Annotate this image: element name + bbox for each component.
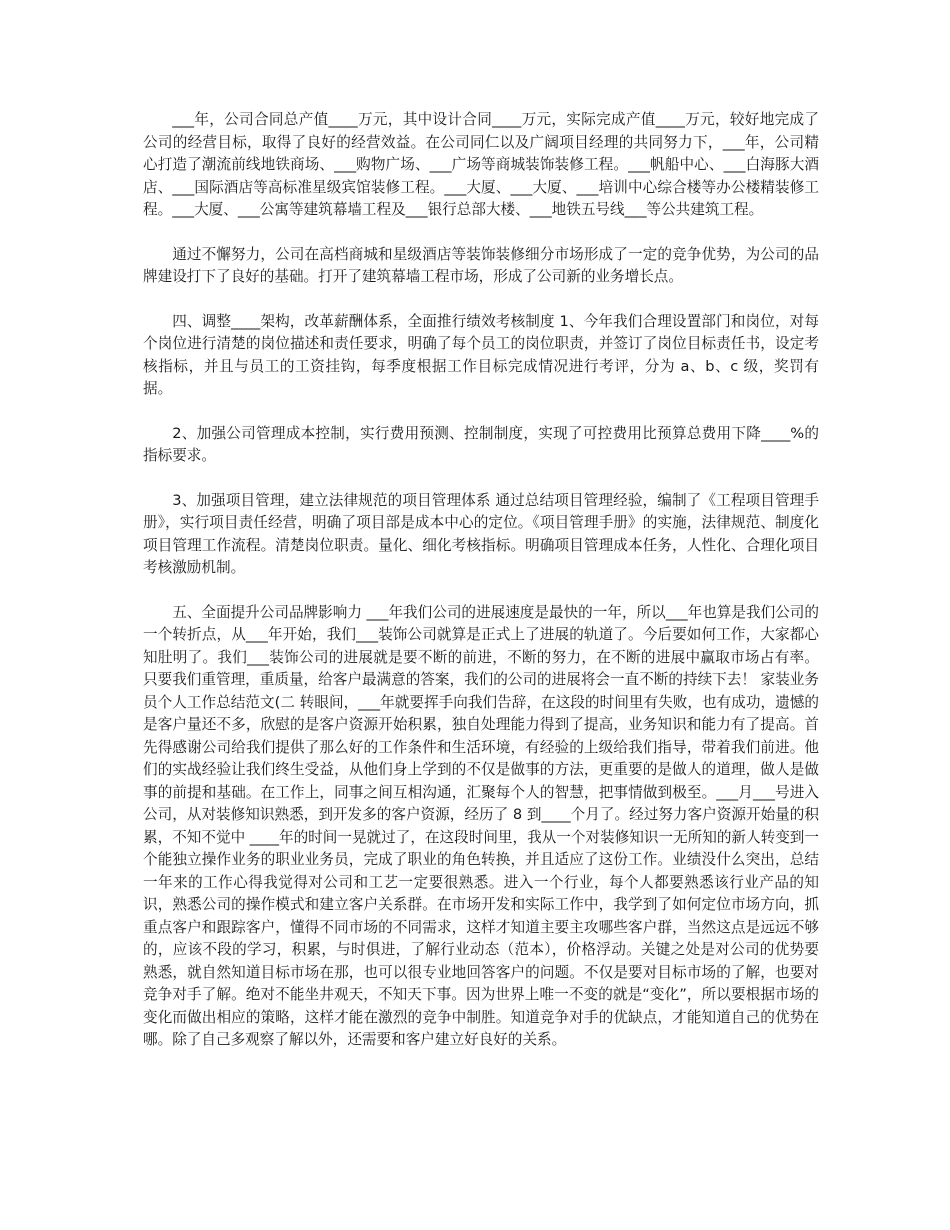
paragraph-section-four: 四、调整____架构，改革薪酬体系，全面推行绩效考核制度 1、今年我们合理设置部门和岗位，对每个岗位进行清楚的岗位描述和责任要求，明确了每个员工的岗位职责，并签订了岗位目标责任书，设定考核指标，并且与员工的工资挂钩，每季度根据工作目标完成情况进行考评，分为 a、b、c 级，奖罚有据。 [143, 312, 819, 397]
paragraph-competitive-advantage: 通过不懈努力，公司在高档商城和星级酒店等装饰装修细分市场形成了一定的竞争优势，为公司的品牌建设打下了良好的基础。打开了建筑幕墙工程市场，形成了公司新的业务增长点。 [143, 245, 819, 285]
paragraph-project-management: 3、加强项目管理，建立法律规范的项目管理体系 通过总结项目管理经验，编制了《工程项目管理手册》，实行项目责任经营，明确了项目部是成本中心的定位。《项目管理手册》的实施，法律规范、制度化项目管理工作流程。清楚岗位职责。量化、细化考核指标。明确项目管理成本任务，人性化、合理化项目考核激励机制。 [143, 491, 819, 576]
document-body [143, 109, 819, 1074]
paragraph-annual-output: ___年，公司合同总产值____万元，其中设计合同____万元，实际完成产值____万元，较好地完成了公司的经营目标，取得了良好的经营效益。在公司同仁以及广阔项目经理的共同努力下，___年，公司精心打造了潮流前线地铁商场、___购物广场、___广场等商城装饰装修工程。___帆船中心、___白海豚大酒店、___国际酒店等高标准星级宾馆装修工程。___大厦、___大厦、___培训中心综合楼等办公楼精装修工程。___大厦、___公寓等建筑幕墙工程及___银行总部大楼、___地铁五号线___等公共建筑工程。 [143, 111, 819, 218]
paragraph-cost-control: 2、加强公司管理成本控制，实行费用预测、控制制度，实现了可控费用比预算总费用下降____%的指标要求。 [143, 424, 819, 464]
paragraph-section-five: 五、全面提升公司品牌影响力 ___年我们公司的进展速度是最快的一年，所以___年也算是我们公司的一个转折点，从___年开始，我们___装饰公司就算是正式上了进展的轨道了。今后要如何工作，大家都心知肚明了。我们___装饰公司的进展就是要不断的前进，不断的努力，在不断的进展中赢取市场占有率。只要我们重管理，重质量，给客户最满意的答案，我们的公司的进展将会一直不断的持续下去！ 家装业务员个人工作总结范文(二 转眼间，___年就要挥手向我们告辞，在这段的时间里有失败，也有成功，遗憾的是客户量还不多，欣慰的是客户资源开始积累，独自处理能力得到了提高，业务知识和能力有了提高。首先得感谢公司给我们提供了那么好的工作条件和生活环境，有经验的上级给我们指导，带着我们前进。他们的实战经验让我们终生受益，从他们身上学到的不仅是做事的方法，更重要的是做人的道理，做人是做事的前提和基础。在工作上，同事之间互相沟通，汇聚每个人的智慧，把事情做到极至。___月___号进入公司，从对装修知识熟悉，到开发多的客户资源，经历了 8 到____个月了。经过努力客户资源开始量的积累，不知不觉中 ____年的时间一晃就过了，在这段时间里，我从一个对装修知识一无所知的新人转变到一个能独立操作业务的职业业务员，完成了职业的角色转换，并且适应了这份工作。业绩没什么突出，总结一年来的工作心得我觉得对公司和工艺一定要很熟悉。进入一个行业，每个人都要熟悉该行业产品的知识，熟悉公司的操作模式和建立客户关系群。在市场开发和实际工作中，我学到了如何定位市场方向，抓重点客户和跟踪客户，懂得不同市场的不同需求，这样才知道主要主攻哪些客户群，当然这点是远远不够的，应该不段的学习，积累，与时俱进，了解行业动态（范本），价格浮动。关键之处是对公司的优势要熟悉，就自然知道目标市场在那，也可以很专业地回答客户的问题。不仅是要对目标市场的了解，也要对竞争对手了解。绝对不能坐井观天，不知天下事。因为世界上唯一不变的就是“变化”，所以要根据市场的变化而做出相应的策略，这样才能在激烈的竞争中制胜。知道竞争对手的优缺点，才能知道自己的优势在哪。除了自己多观察了解以外，还需要和客户建立好良好的关系。 [143, 603, 819, 1048]
